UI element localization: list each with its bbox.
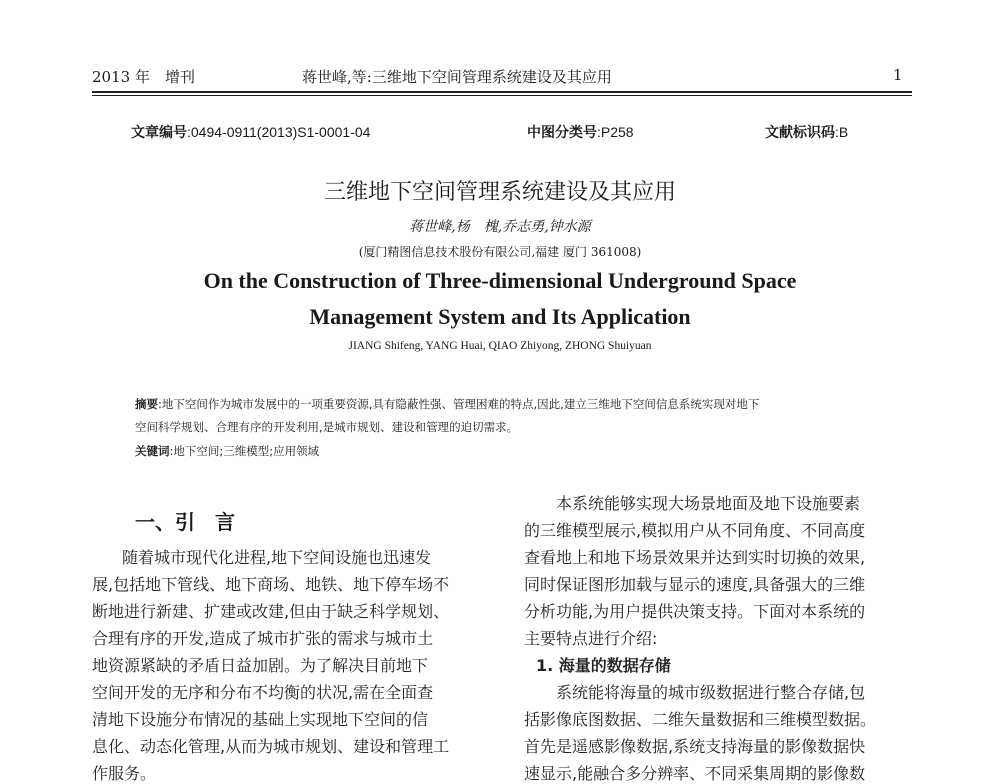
title-en-line2: Management System and Its Application — [309, 304, 691, 329]
body-line: 速显示,能融合多分辨率、不同采集周期的影像数 — [524, 764, 866, 783]
body-line: 分析功能,为用户提供决策支持。下面对本系统的 — [524, 602, 866, 621]
body-line: 主要特点进行介绍: — [524, 629, 658, 648]
authors-zh: 蒋世峰,杨 槐,乔志勇,钟水源 — [409, 219, 591, 235]
abstract-line-2: 空间科学规划、合理有序的开发利用,是城市规划、建设和管理的迫切需求。 — [135, 420, 519, 434]
article-number-value: 0494-0911(2013)S1-0001-04 — [190, 124, 371, 140]
article-number: 文章编号:0494-0911(2013)S1-0001-04 — [131, 124, 371, 140]
title-zh: 三维地下空间管理系统建设及其应用 — [323, 180, 676, 205]
body-line: 息化、动态化管理,从而为城市规划、建设和管理工 — [92, 737, 450, 756]
subheading-data-storage: 1. 海量的数据存储 — [536, 656, 671, 675]
body-line: 同时保证图形加载与显示的速度,具备强大的三维 — [524, 575, 866, 594]
header-rule-thick — [92, 91, 912, 93]
body-line: 作服务。 — [92, 764, 157, 783]
header-rule-thin — [92, 95, 912, 96]
body-line: 系统能将海量的城市级数据进行整合存储,包 — [556, 683, 866, 702]
body-line: 地资源紧缺的矛盾日益加剧。为了解决目前地下 — [92, 656, 429, 675]
abstract-line-1: 摘要:地下空间作为城市发展中的一项重要资源,具有隐蔽性强、管理困难的特点,因此,建立三维地下空间信息系统实现对地下 — [135, 397, 760, 411]
section-heading-introduction: 一、引 言 — [135, 510, 235, 534]
header-year-issue: 2013 年 增刊 — [92, 68, 195, 86]
body-line: 断地进行新建、扩建或改建,但由于缺乏科学规划、 — [92, 602, 450, 621]
body-line: 合理有序的开发,造成了城市扩张的需求与城市土 — [92, 629, 434, 648]
clc-value: P258 — [600, 124, 634, 140]
body-line: 展,包括地下管线、地下商场、地铁、地下停车场不 — [92, 575, 450, 594]
body-line: 本系统能够实现大场景地面及地下设施要素 — [556, 494, 861, 513]
body-line: 清地下设施分布情况的基础上实现地下空间的信 — [92, 710, 429, 729]
title-en-line1: On the Construction of Three-dimensional Underground Space — [203, 268, 797, 293]
article-number-label: 文章编号 — [131, 124, 187, 140]
body-line: 查看地上和地下场景效果并达到实时切换的效果, — [524, 548, 866, 567]
keywords-label: 关键词 — [135, 444, 170, 458]
authors-en: JIANG Shifeng, YANG Huai, QIAO Zhiyong, ZHONG Shuiyuan — [348, 340, 652, 352]
keywords-value: 地下空间;三维模型;应用领域 — [173, 444, 320, 458]
body-line: 随着城市现代化进程,地下空间设施也迅速发 — [122, 548, 432, 567]
clc-label: 中图分类号 — [527, 124, 597, 140]
document-code-label: 文献标识码 — [765, 124, 835, 140]
keywords: 关键词:地下空间;三维模型;应用领域 — [135, 444, 320, 458]
document-code-value: B — [838, 124, 849, 140]
header-running-title: 蒋世峰,等:三维地下空间管理系统建设及其应用 — [302, 68, 612, 86]
clc-number: 中图分类号:P258 — [527, 124, 634, 140]
document-code: 文献标识码:B — [765, 124, 849, 140]
header-page-number: 1 — [893, 66, 903, 84]
body-line: 空间开发的无序和分布不均衡的状况,需在全面查 — [92, 683, 434, 702]
affiliation-zh: (厦门精图信息技术股份有限公司,福建 厦门 361008) — [358, 245, 642, 259]
abstract-label: 摘要 — [135, 397, 158, 411]
body-line: 括影像底图数据、二维矢量数据和三维模型数据。 — [524, 710, 877, 729]
body-line: 的三维模型展示,模拟用户从不同角度、不同高度 — [524, 521, 866, 540]
body-line: 首先是遥感影像数据,系统支持海量的影像数据快 — [524, 737, 866, 756]
